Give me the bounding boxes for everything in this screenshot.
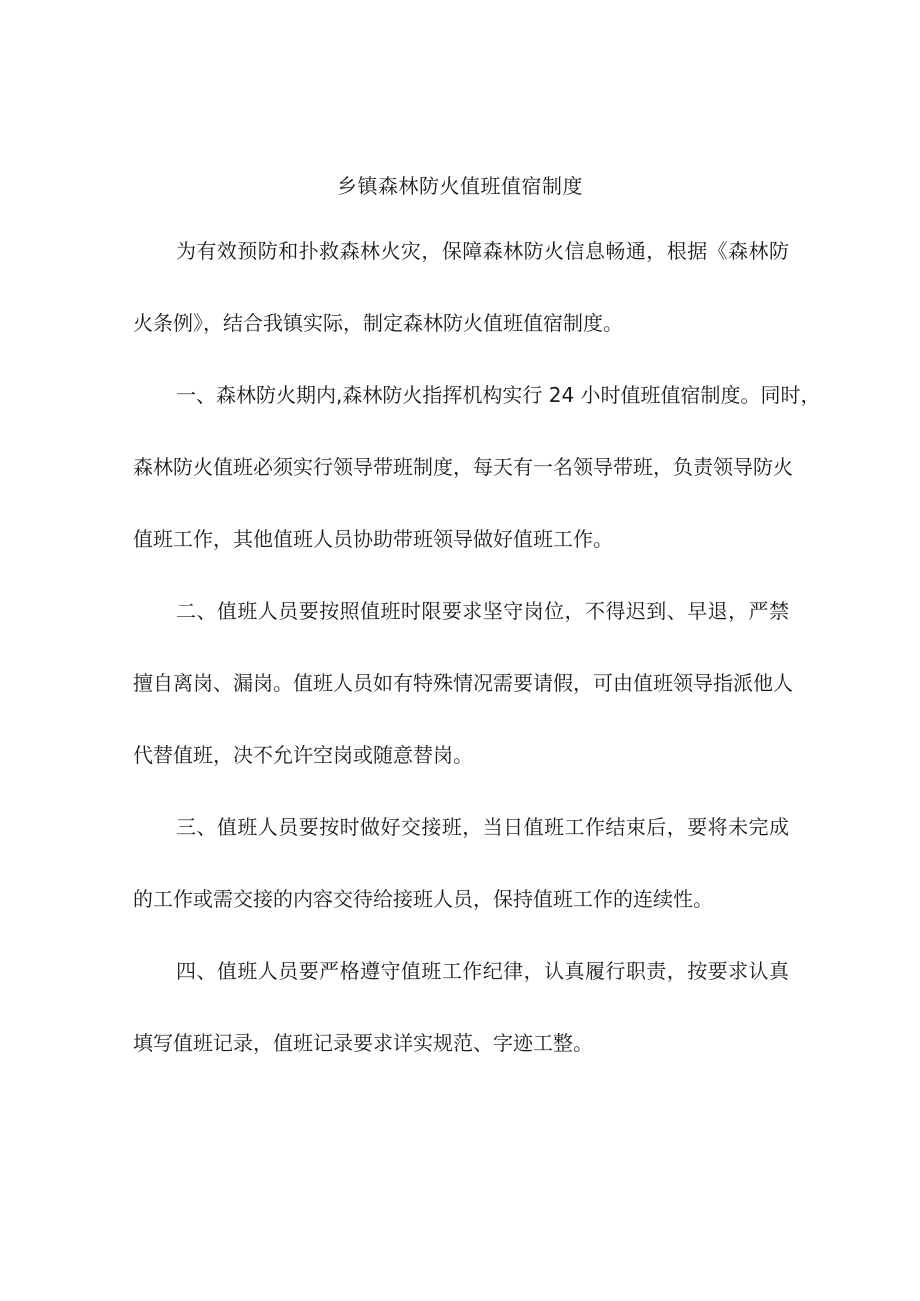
paragraph-3-line-2: 的工作或需交接的内容交待给接班人员，保持值班工作的连续性。 [133, 887, 713, 911]
paragraph-intro-line-1: 为有效预防和扑救森林火灾，保障森林防火信息畅通，根据《森林防 [176, 239, 789, 263]
paragraph-2-line-3: 代替值班，决不允许空岗或随意替岗。 [133, 743, 473, 767]
paragraph-4-line-1: 四、值班人员要严格遵守值班工作纪律，认真履行职责，按要求认真 [176, 959, 789, 983]
paragraph-4-line-2: 填写值班记录，值班记录要求详实规范、字迹工整。 [133, 1031, 593, 1055]
paragraph-2-line-2: 擅自离岗、漏岗。值班人员如有特殊情况需要请假，可由值班领导指派他人 [133, 671, 793, 695]
document-title: 乡镇森林防火值班值宿制度 [337, 174, 583, 198]
paragraph-1-line-2: 森林防火值班必须实行领导带班制度，每天有一名领导带班，负责领导防火 [133, 455, 793, 479]
paragraph-1-line-1: 一、森林防火期内,森林防火指挥机构实行 24 小时值班值宿制度。同时， [176, 383, 821, 407]
paragraph-2-line-1: 二、值班人员要按照值班时限要求坚守岗位，不得迟到、早退，严禁 [176, 599, 789, 623]
paragraph-intro-line-2: 火条例》，结合我镇实际，制定森林防火值班值宿制度。 [133, 311, 623, 335]
paragraph-3-line-1: 三、值班人员要按时做好交接班，当日值班工作结束后，要将未完成 [176, 815, 789, 839]
paragraph-1-line-3: 值班工作，其他值班人员协助带班领导做好值班工作。 [133, 527, 613, 551]
